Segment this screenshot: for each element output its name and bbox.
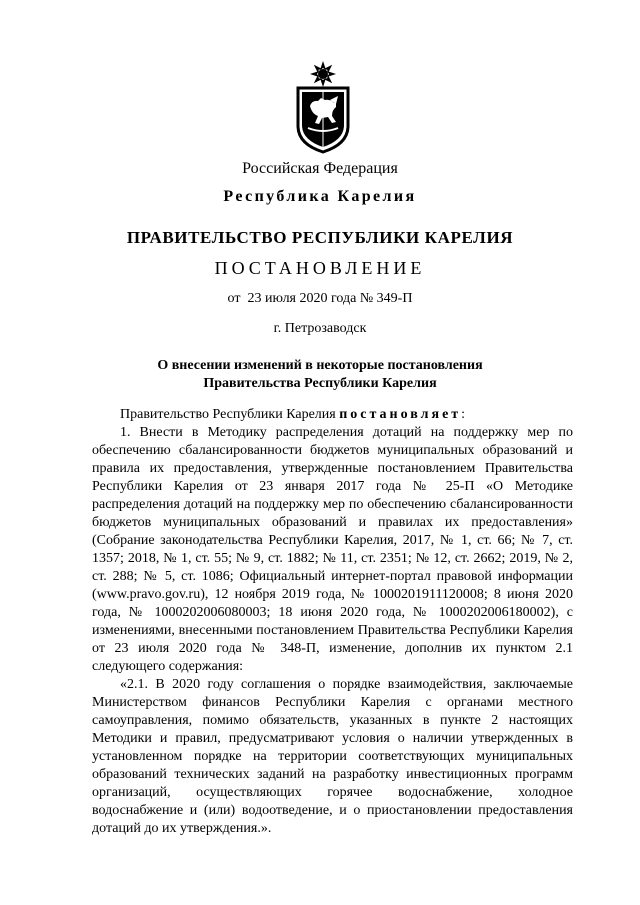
city-name: г. Петрозаводск [273,321,367,336]
government-name: ПРАВИТЕЛЬСТВО РЕСПУБЛИКИ КАРЕЛИЯ [126,228,514,247]
decree-dateline: от 23 июля 2020 года № 349-П [227,291,413,306]
karelia-coat-of-arms-icon [294,60,352,154]
decree-title-line-1: О внесении изменений в некоторые постановления [157,358,483,373]
item-1-paragraph: 1. Внести в Методику распределения дотаций на поддержку мер по обеспечению сбалансированности бюджетов муниципальных образований и правила их предоставления, утвержденные постановлением Правительства Республики Карелия от 23 января 2017 года № 25-П «О Методике распределения дотаций на поддержку мер по обеспечению сбалансированности бюджетов муниципальных образований и правилах их предоставления» (Собрание законодательства Республики Карелия, 2017, № 1, ст. 66; № 7, ст. 1357; 2018, № 1, ст. 55; № 9, ст. 1882; № 11, ст. 2351; № 12, ст. 2662; 2019, № 2, ст. 288; № 5, ст. 1086; Официальный интернет-портал правовой информации (www.pravo.gov.ru), 12 ноября 2019 года, № 1000201911120008; 8 июня 2020 года, № 1000202006080003; 18 июня 2020 года, № 1000202006180002), с изменениями, внесенными постановлением Правительства Республики Карелия от 23 июля 2020 года № 348-П, изменение, дополнив их пунктом 2.1 следующего содержания: [92,425,573,674]
item-2-1-paragraph: «2.1. В 2020 году соглашения о порядке взаимодействия, заключаемые Министерством финансов Республики Карелия с органами местного самоуправления, помимо обязательств, указанных в пункте 2 настоящих Методики и правил, предусматривают условия о наличии утвержденных в установленном порядке на территории соответствующих муниципальных образований технических заданий на разработку инвестиционных программ организаций, осуществляющих горячее водоснабжение, холодное водоснабжение и (или) водоотведение, и о приостановлении предоставления дотаций до их утверждения.». [92,677,573,836]
intro-paragraph [92,406,573,424]
decree-type: ПОСТАНОВЛЕНИЕ [214,258,426,278]
republic-name: Республика Карелия [223,188,417,205]
intro-tail: : [461,407,466,422]
intro-lead: Правительство Республики Карелия [120,407,340,422]
federation-name: Российская Федерация [242,160,398,177]
decree-body [92,406,573,838]
decree-title-line-2: Правительства Республики Карелия [203,376,437,391]
intro-verb: постановляет [339,407,462,422]
